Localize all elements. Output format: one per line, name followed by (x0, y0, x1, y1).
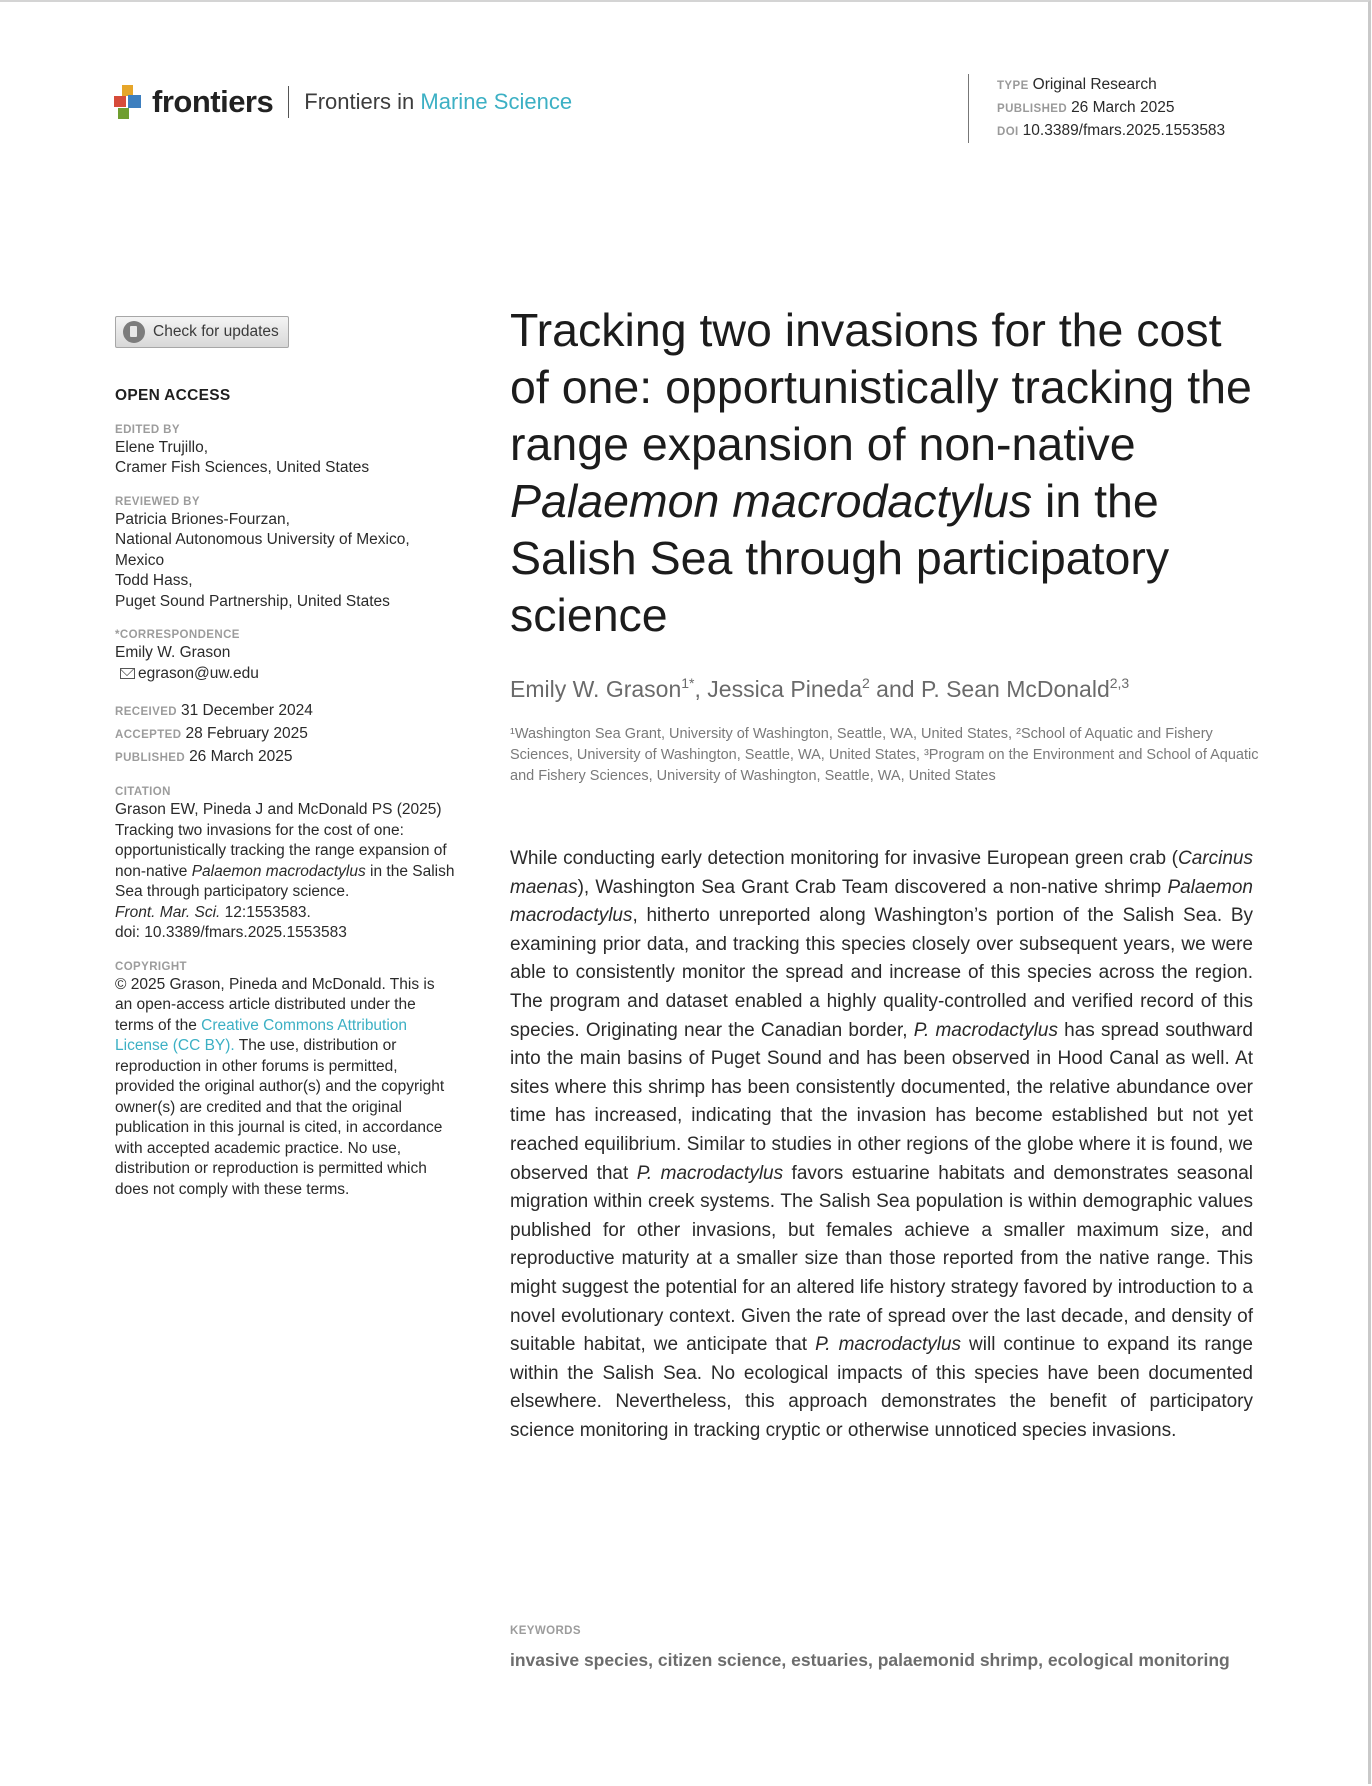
citation-doi[interactable]: doi: 10.3389/fmars.2025.1553583 (115, 924, 347, 941)
meta-type: TYPE Original Research (997, 76, 1157, 93)
email-link[interactable]: egrason@uw.edu (138, 664, 259, 682)
article-title: Tracking two invasions for the cost of one: opportunistically tracking the range expansion of non-native Palaemon macrodactylus in the Salish Sea through participatory science (510, 304, 1252, 641)
open-access-label: OPEN ACCESS (115, 387, 231, 404)
correspondence-section: *CORRESPONDENCE Emily W. Grason egrason@uw.edu (115, 628, 455, 684)
keywords: invasive species, citizen science, estuaries, palaemonid shrimp, ecological monitoring (510, 1650, 1230, 1670)
bookmark-icon (123, 321, 145, 343)
meta-published: PUBLISHED 26 March 2025 (997, 99, 1175, 116)
cc-by-license-link[interactable]: Creative Commons Attribution License (CC BY). (115, 1016, 408, 1054)
frontiers-logo-icon (114, 85, 144, 119)
copyright-section: COPYRIGHT © 2025 Grason, Pineda and McDonald. This is an open-access article distributed under the terms of the Creative Commons Attribution License (CC BY). The use, distribution or reproduction in other forums is permitted, provided the original author(s) and the copyright owner(s) are credited and that the original publication in this journal is cited, in accordance with accepted academic practice. No use, distribution or reproduction is permitted which does not comply with these terms. (115, 960, 445, 1198)
envelope-icon (120, 668, 135, 679)
citation-section: CITATION Grason EW, Pineda J and McDonald PS (2025) Tracking two invasions for the cost of one: opportunistically tracking the range expansion of non-native Palaemon macrodactylus in the Salish Sea through participatory science. Front. Mar. Sci. 12:1553583. doi: 10.3389/fmars.2025.1553583 (115, 785, 455, 944)
author-list: Emily W. Grason$^{1*}$, Jessica Pineda$^2$ and P. Sean McDonald$^{2,3}$ (510, 675, 1130, 702)
journal-name: Frontiers in Marine Science (304, 89, 573, 114)
meta-doi: DOI 10.3389/fmars.2025.1553583 (997, 122, 1226, 139)
author-name[interactable]: P. Sean McDonald (920, 676, 1110, 702)
logo-wordmark: frontiers (152, 84, 274, 119)
dates-section: RECEIVED 31 December 2024 ACCEPTED 28 February 2025 PUBLISHED 26 March 2025 (115, 702, 313, 765)
edited-by-section: EDITED BY Elene Trujillo, Cramer Fish Sciences, United States (115, 423, 370, 476)
author-name[interactable]: Jessica Pineda (707, 676, 862, 702)
check-for-updates-button[interactable]: Check for updates (115, 316, 289, 348)
reviewed-by-section: REVIEWED BY Patricia Briones-Fourzan, National Autonomous University of Mexico, Mexico Todd Hass, Puget Sound Partnership, United States (115, 495, 410, 610)
sidebar (115, 316, 455, 1200)
logo-divider (288, 86, 289, 118)
abstract: While conducting early detection monitoring for invasive European green crab (Carcinus maenas), Washington Sea Grant Crab Team discovered a non-native shrimp Palaemon macrodactylus, hitherto unreported along Washington’s portion of the Salish Sea. By examining prior data, and tracking this species closely over subsequent years, we were able to consistently monitor the spread and increase of this species across the region. The program and dataset enabled a highly quality-controlled and verified record of this species. Originating near the Canadian border, P. macrodactylus has spread southward into the main basins of Puget Sound and has been observed in Hood Canal as well. At sites where this shrimp has been consistently documented, the relative abundance over time has increased, indicating that the invasion has become established but not yet reached equilibrium. Similar to studies in other regions of the globe where it is found, we observed that P. macrodactylus favors estuarine habitats and demonstrates seasonal migration within creek systems. The Salish Sea population is within demographic values published for other invasions, but females achieve a smaller maximum size, and reproductive maturity at a smaller size than those reported from the native range. This might suggest the potential for an altered life history strategy favored by introduction to a novel evolutionary context. Given the rate of spread over the last decade, and density of suitable habitat, we anticipate that P. macrodactylus will continue to expand its range within the Salish Sea. No ecological impacts of this species have been documented elsewhere. Nevertheless, this approach demonstrates the benefit of participatory science monitoring in tracking cryptic or otherwise unnoticed species invasions. (510, 848, 1253, 1441)
keywords-label: KEYWORDS (510, 1625, 581, 1637)
frontiers-logo[interactable] (114, 84, 572, 120)
affiliations: ¹Washington Sea Grant, University of Washington, Seattle, WA, United States, ²School of Aquatic and Fishery Sciences, University of Washington, Seattle, WA, United States, ³Program on the Environment and School of Aquatic and Fishery Sciences, University of Washington, Seattle, WA, United States (510, 726, 1259, 784)
article-meta (968, 74, 1225, 143)
author-name[interactable]: Emily W. Grason (510, 676, 682, 702)
